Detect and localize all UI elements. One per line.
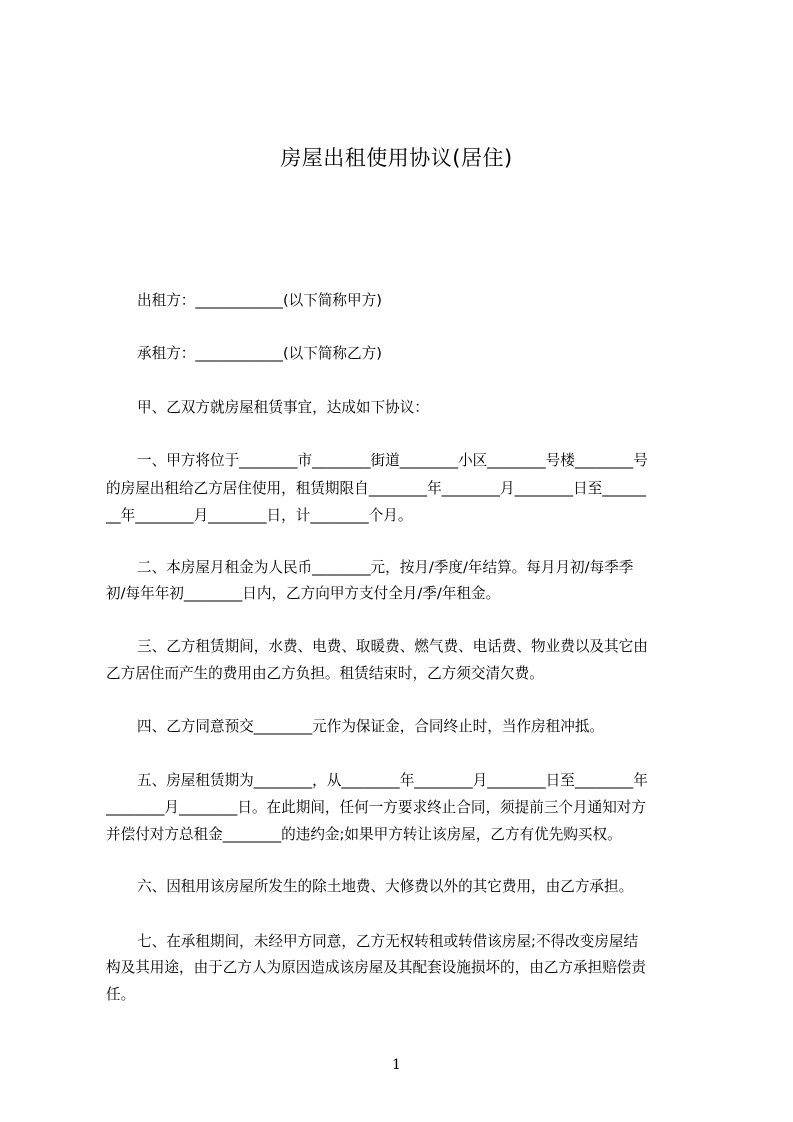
clause-5-line-2: ________月________日。在此期间，任何一方要求终止合同，须提前三个月通知对方: [106, 799, 646, 816]
clause-5-line-3: 并偿付对方总租金________的违约金;如果甲方转让该房屋，乙方有优先购买权。: [106, 826, 622, 843]
page-number: 1: [392, 1057, 401, 1073]
clause-4-line-1: 四、乙方同意预交________元作为保证金，合同终止时，当作房租冲抵。: [137, 718, 605, 735]
clause-3-line-1: 三、乙方租赁期间，水费、电费、取暖费、燃气费、电话费、物业费以及其它由: [137, 638, 648, 655]
clause-1-line-1: 一、甲方将位于________市________街道________小区________号楼________号: [137, 452, 648, 469]
agreement-intro: 甲、乙双方就房屋租赁事宜，达成如下协议：: [137, 399, 429, 416]
lessor-line: 出租方：____________(以下简称甲方): [137, 292, 382, 309]
clause-7-line-1: 七、在承租期间，未经甲方同意，乙方无权转租或转借该房屋;不得改变房屋结: [137, 933, 639, 950]
clause-1-line-2: 的房屋出租给乙方居住使用，租赁期限自________年________月________日至______: [106, 480, 646, 497]
clause-6-line-1: 六、因租用该房屋所发生的除土地费、大修费以外的其它费用，由乙方承担。: [137, 878, 634, 895]
clause-2-line-2: 初/每年年初________日内，乙方向甲方支付全月/季/年租金。: [106, 585, 501, 602]
clause-3-line-2: 乙方居住而产生的费用由乙方负担。租赁结束时，乙方须交清欠费。: [106, 665, 544, 682]
clause-1-line-3: __年________月________日，计________个月。: [106, 507, 413, 524]
document-title: 房屋出租使用协议(居住): [280, 146, 513, 170]
clause-2-line-1: 二、本房屋月租金为人民币________元，按月/季度/年结算。每月月初/每季季: [137, 559, 634, 576]
clause-7-line-3: 任。: [106, 986, 136, 1003]
lessee-line: 承租方：____________(以下简称乙方): [137, 345, 382, 362]
clause-5-line-1: 五、房屋租赁期为________，从________年________月________日至________年: [137, 772, 648, 789]
clause-7-line-2: 构及其用途，由于乙方人为原因造成该房屋及其配套设施损坏的，由乙方承担赔偿责: [106, 959, 646, 976]
